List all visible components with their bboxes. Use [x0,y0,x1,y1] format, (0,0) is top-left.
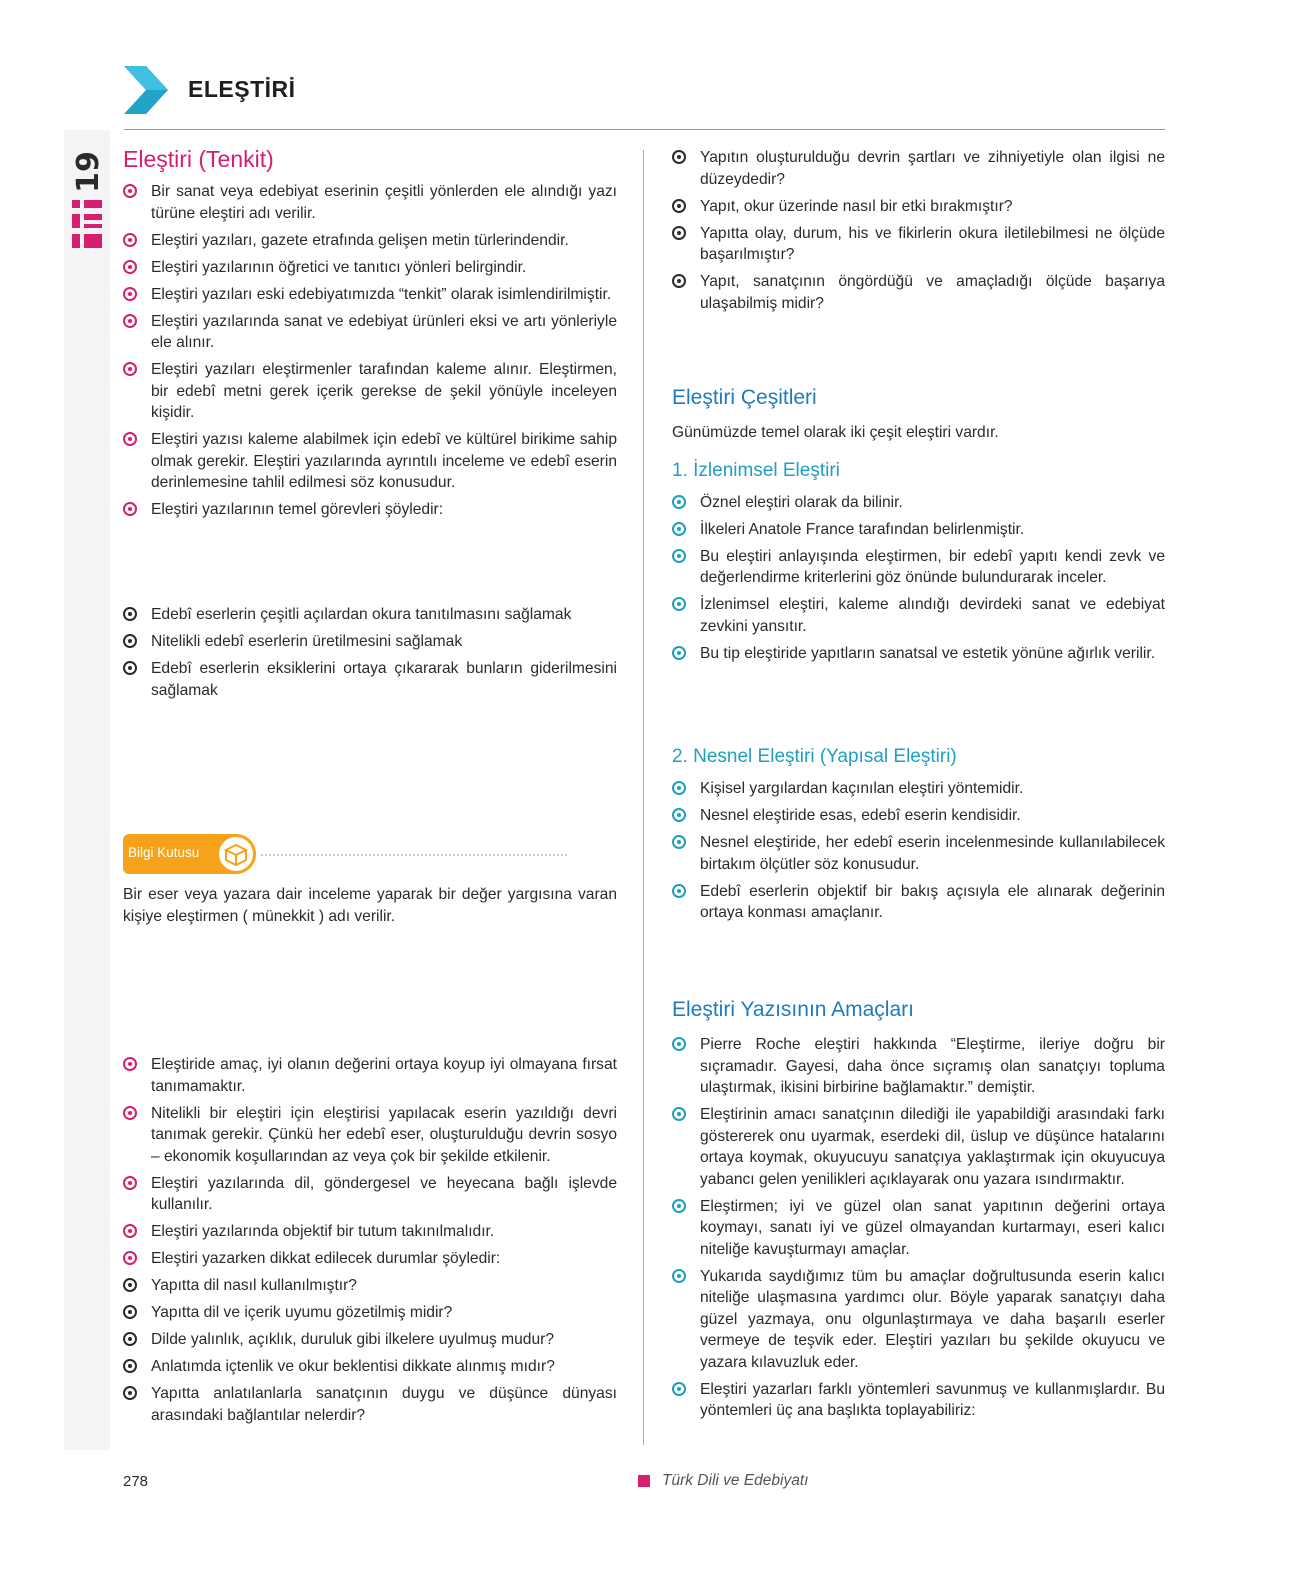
bullet-icon [123,1278,137,1292]
list-item: Yapıtta dil ve içerik uyumu gözetilmiş midir? [123,1302,617,1324]
intro-list [123,181,617,521]
bullet-icon [672,199,686,213]
bullet-icon [672,549,686,563]
list-item: Öznel eleştiri olarak da bilinir. [672,492,1165,514]
info-box-body [123,884,617,927]
bullet-icon [672,781,686,795]
list-item: Yapıtta anlatılanlarla sanatçının duygu ve düşünce dünyası arasındaki bağlantılar nelerdir? [123,1383,617,1426]
bullet-icon [123,1332,137,1346]
list-item: Eleştiri yazılarının temel görevleri şöyledir: [123,499,617,521]
unit-number: 19 [71,151,106,193]
bullet-icon [123,184,137,198]
types-section [672,386,1165,670]
left-column-bottom [123,1054,617,1432]
list-item: Edebî eserlerin çeşitli açılardan okura tanıtılmasını sağlamak [123,604,617,626]
objective-section [672,746,1165,929]
info-box-label: Bilgi Kutusu [128,845,200,860]
book-title: Türk Dili ve Edebiyatı [662,1472,809,1489]
list-item: Yapıt, okur üzerinde nasıl bir etki bırakmıştır? [672,196,1165,218]
left-column-top [123,146,617,526]
bullet-icon [672,495,686,509]
bullet-icon [123,502,137,516]
bullet-icon [123,1386,137,1400]
duty-list [123,604,617,701]
list-item: Eleştiri yazıları eski edebiyatımızda “tenkit” olarak isimlendirilmiştir. [123,284,617,306]
bullet-icon [123,432,137,446]
bullet-icon [672,1199,686,1213]
list-item: Eleştiri yazarları farklı yöntemleri savunmuş ve kullanmışlardır. Bu yöntemleri üç ana başlıkta toplayabiliriz: [672,1379,1165,1422]
list-item: Eleştiri yazılarında dil, göndergesel ve heyecana bağlı işlevde kullanılır. [123,1173,617,1216]
types-intro: Günümüzde temel olarak iki çeşit eleştiri vardır. [672,424,999,441]
bullet-icon [672,150,686,164]
footer-square-icon [638,1475,650,1487]
page-title: ELEŞTİRİ [188,76,296,102]
bullet-icon [672,1037,686,1051]
duty-list-block [123,604,617,707]
list-item: Yukarıda saydığımız tüm bu amaçlar doğrultusunda eserin kalıcı niteliğe ulaşmasına yardımcı olur. Böyle yaparak sanatçıyı daha güzel yazmaya, onu olgunlaştırmaya ve daha başarılı eserler vermeye de teşvik eder. Eleştiri yazıları bu şekilde okuyucu ve yazara kılavuzluk eder. [672,1266,1165,1374]
section-heading: Eleştiri (Tenkit) [123,146,274,172]
list-item: Eleştiri yazısı kaleme alabilmek için edebî ve kültürel birikime sahip olmak gerekir. Eleştiri yazılarında ayrıntılı inceleme ve edebî eserin derinlemesine tahlil edilmesi söz konusudur. [123,429,617,494]
bullet-icon [672,1269,686,1283]
bullet-icon [123,661,137,675]
bullet-icon [123,1176,137,1190]
subsection-heading: 1. İzlenimsel Eleştiri [672,459,840,481]
info-box-header [123,832,453,876]
bullet-icon [672,1107,686,1121]
impressionist-list [672,492,1165,665]
bullet-icon [123,287,137,301]
list-item: Eleştiri yazıları, gazete etrafında gelişen metin türlerindendir. [123,230,617,252]
bullet-icon [123,233,137,247]
aims-section [672,998,1165,1427]
bullet-icon [123,362,137,376]
header-rule [124,129,1165,130]
list-item: Anlatımda içtenlik ve okur beklentisi dikkate alınmış mıdır? [123,1356,617,1378]
list-item: İzlenimsel eleştiri, kaleme alındığı devirdeki sanat ve edebiyat zevkini yansıtır. [672,594,1165,637]
list-item: Nesnel eleştiride, her edebî eserin incelenmesinde kullanılabilecek birtakım ölçütler söz konusudur. [672,832,1165,875]
section-heading: Eleştiri Yazısının Amaçları [672,998,914,1021]
list-item: Eleştiri yazıları eleştirmenler tarafından kaleme alınır. Eleştirmen, bir edebî metni gerek içerik gerekse de şekil yönüyle inceleyen kişidir. [123,359,617,424]
bullet-icon [672,522,686,536]
bullet-icon [672,808,686,822]
bullet-icon [123,1106,137,1120]
list-item: Yapıtın oluşturulduğu devrin şartları ve zihniyetiyle olan ilgisi ne düzeydedir? [672,147,1165,190]
bullet-icon [123,1251,137,1265]
dotted-rule [261,854,567,856]
list-item: Yapıt, sanatçının öngördüğü ve amaçladığı ölçüde başarıya ulaşabilmiş midir? [672,271,1165,314]
lower-list [123,1054,617,1426]
bullet-icon [672,835,686,849]
bullet-icon [672,597,686,611]
list-item: Bir sanat veya edebiyat eserinin çeşitli yönlerden ele alındığı yazı türüne eleştiri adı verilir. [123,181,617,224]
bullet-icon [672,646,686,660]
question-list-cont [672,147,1165,314]
list-item: Dilde yalınlık, açıklık, duruluk gibi ilkelere uyulmuş mudur? [123,1329,617,1351]
list-item: Eleştiri yazılarında objektif bir tutum takınılmalıdır. [123,1221,617,1243]
list-item: Yapıtta olay, durum, his ve fikirlerin okura iletilebilmesi ne ölçüde başarılmıştır? [672,223,1165,266]
bullet-icon [123,1057,137,1071]
bullet-icon [672,226,686,240]
bullet-icon [672,274,686,288]
list-item: İlkeleri Anatole France tarafından belirlenmiştir. [672,519,1165,541]
bullet-icon [123,607,137,621]
list-item: Nesnel eleştiride esas, edebî eserin kendisidir. [672,805,1165,827]
bullet-icon [123,634,137,648]
aims-list [672,1034,1165,1422]
list-item: Pierre Roche eleştiri hakkında “Eleştirme, ileriye doğru bir sıçramadır. Gayesi, daha önce sıçramış olan sanatçıyı topluma ulaştırmak, ikisini birbirine bağlamaktır.” demiştir. [672,1034,1165,1099]
column-divider [643,150,644,1445]
list-item: Yapıtta dil nasıl kullanılmıştır? [123,1275,617,1297]
box-icon [216,834,256,874]
bullet-icon [123,260,137,274]
list-item: Eleştiri yazılarının öğretici ve tanıtıcı yönleri belirgindir. [123,257,617,279]
bullet-icon [672,1382,686,1396]
page-number: 278 [123,1473,149,1490]
bullet-icon [123,1224,137,1238]
bullet-icon [123,314,137,328]
list-item: Kişisel yargılardan kaçınılan eleştiri yöntemidir. [672,778,1165,800]
right-column-top [672,147,1165,320]
list-item: Bu tip eleştiride yapıtların sanatsal ve estetik yönüne ağırlık verilir. [672,643,1165,665]
objective-list [672,778,1165,924]
list-item: Eleştirinin amacı sanatçının dilediği ile yapabildiği arasındaki farkı göstererek onu uyarmak, eserdeki dil, üslup ve düşünce hatalarını ortaya koymak, okuyucuyu sanatçıya yaklaştırmak için okuyucuya yabancı gelen yenilikleri açıklayarak onu yazara ısındırmaktır. [672,1104,1165,1190]
list-item: Eleştiri yazılarında sanat ve edebiyat ürünleri eksi ve artı yönleriyle ele alınır. [123,311,617,354]
subsection-heading: 2. Nesnel Eleştiri (Yapısal Eleştiri) [672,746,957,767]
list-item: Nitelikli bir eleştiri için eleştirisi yapılacak eserin yazıldığı devri tanımak gerekir. Çünkü her edebî eser, oluşturulduğu devrin sosyo – ekonomik koşullarından az veya çok bir şekilde etkilenir. [123,1103,617,1168]
list-item: Bu eleştiri anlayışında eleştirmen, bir edebî yapıtı kendi zevk ve değerlendirme kriterlerini göz önünde bulundurarak inceler. [672,546,1165,589]
list-item: Eleştiride amaç, iyi olanın değerini ortaya koyup iyi olmayana fırsat tanımamaktır. [123,1054,617,1097]
bullet-icon [672,884,686,898]
bullet-icon [123,1359,137,1373]
list-item: Eleştirmen; iyi ve güzel olan sanat yapıtının değerini ortaya koymayı, sanatı iyi ve güzel olmayandan kurtarmayı, eseri kalıcı niteliğe kavuşturmayı amaçlar. [672,1196,1165,1261]
chevron-logo-icon [124,66,168,114]
list-item: Nitelikli edebî eserlerin üretilmesini sağlamak [123,631,617,653]
info-box-text: Bir eser veya yazara dair inceleme yaparak bir değer yargısına varan kişiye eleştirmen ( münekkit ) adı verilir. [123,886,617,925]
list-item: Eleştiri yazarken dikkat edilecek durumlar şöyledir: [123,1248,617,1270]
section-heading: Eleştiri Çeşitleri [672,386,817,409]
unit-marker-icon [72,200,102,250]
list-item: Edebî eserlerin objektif bir bakış açısıyla ele alınarak değerinin ortaya konması amaçlanır. [672,881,1165,924]
page-header [124,66,1184,116]
side-strip [64,130,110,1450]
bullet-icon [123,1305,137,1319]
list-item: Edebî eserlerin eksiklerini ortaya çıkararak bunların giderilmesini sağlamak [123,658,617,701]
